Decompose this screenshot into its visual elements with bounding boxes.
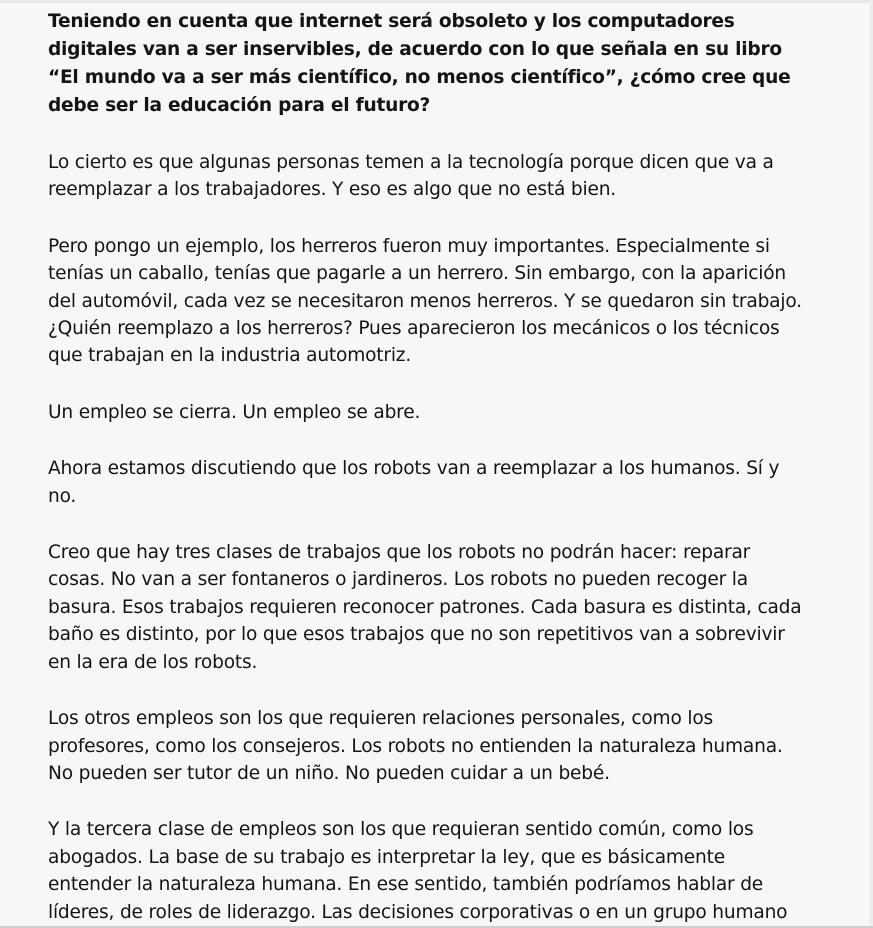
interview-question: Teniendo en cuenta que internet será obsoleto y los computadores digitales van a ser inservibles, de acuerdo con lo que señala en su libro “El mundo va a ser más científico, no menos científico”, ¿cómo cree que debe ser la educación para el futuro? [48,11,791,116]
answer-paragraph-7: Y la tercera clase de empleos son los que requieran sentido común, como los abogados. La base de su trabajo es interpretar la ley, que es básicamente entender la naturaleza humana. En ese sentido, también podríamos hablar de líderes, de roles de liderazgo. Las decisiones corporativas o en un grupo humano [48,819,788,923]
answer-paragraph-1: Lo cierto es que algunas personas temen a la tecnología porque dicen que va a reemplazar a los trabajadores. Y eso es algo que no está bien. [48,152,774,201]
answer-paragraph-5: Creo que hay tres clases de trabajos que los robots no podrán hacer: reparar cosas. No van a ser fontaneros o jardineros. Los robots no pueden recoger la basura. Esos trabajos requieren reconocer patrones. Cada basura es distinta, cada baño es distinto, por lo que esos trabajos que no son repetitivos van a sobrevivir en la era de los robots. [48,542,802,673]
answer-paragraph-2: Pero pongo un ejemplo, los herreros fueron muy importantes. Especialmente si tenías un caballo, tenías que pagarle a un herrero. Sin embargo, con la aparición del automóvil, cada vez se necesitaron menos herreros. Y se quedaron sin trabajo. ¿Quién reemplazo a los herreros? Pues aparecieron los mecánicos o los técnicos que trabajan en la industria automotriz. [48,235,802,367]
article-body [48,8,808,926]
answer-paragraph-3: Un empleo se cierra. Un empleo se abre. [48,401,421,423]
top-border [0,0,870,3]
answer-paragraph-6: Los otros empleos son los que requieren relaciones personales, como los profesores, como los consejeros. Los robots no entienden la naturaleza humana. No pueden ser tutor de un niño. No pueden cuidar a un bebé. [48,708,783,784]
answer-paragraph-4: Ahora estamos discutiendo que los robots van a reemplazar a los humanos. Sí y no. [48,458,780,507]
